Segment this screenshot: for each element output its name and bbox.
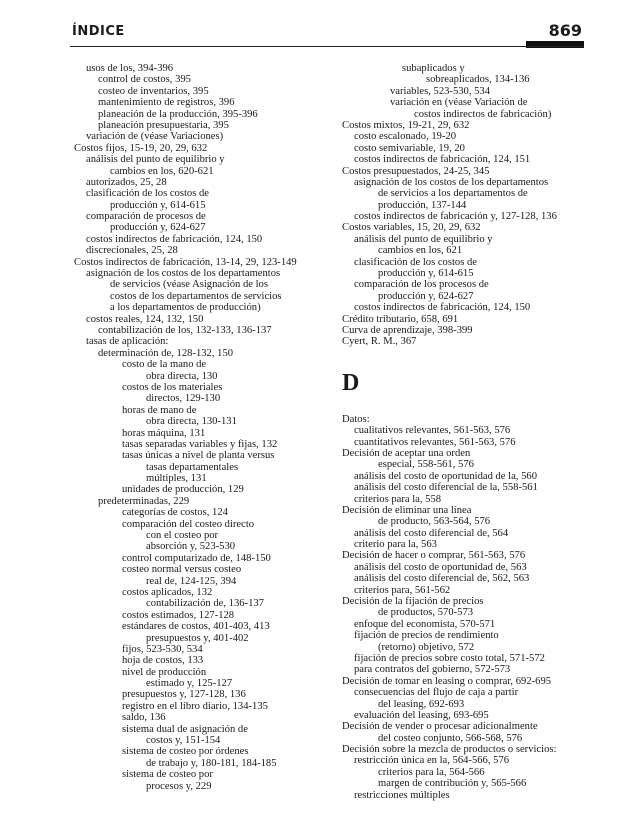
index-subentry: producción y, 614-615: [110, 199, 206, 211]
index-subentry: a los departamentos de producción): [110, 302, 261, 314]
index-subentry: con el costeo por: [146, 530, 219, 542]
index-subentry: costo semivariable, 19, 20: [354, 142, 465, 154]
index-subentry: sistema de costeo por: [122, 769, 213, 781]
index-subentry: para contratos del gobierno, 572-573: [354, 664, 511, 676]
index-subentry: especial, 558-561, 576: [378, 459, 474, 471]
page-number: 869: [548, 21, 582, 40]
index-subentry: de servicios (véase Asignación de los: [110, 279, 268, 291]
index-subentry: contabilización de los, 132-133, 136-137: [98, 324, 272, 336]
index-subentry: discrecionales, 25, 28: [86, 245, 178, 257]
index-subentry: costos indirectos de fabricación, 124, 150: [86, 233, 263, 245]
index-subentry: producción, 137-144: [378, 199, 467, 211]
index-subentry: tasas separadas variables y fijas, 132: [122, 438, 278, 450]
index-subentry: costos indirectos de fabricación, 124, 151: [354, 154, 531, 166]
index-subentry: directos, 129-130: [146, 393, 221, 405]
index-subentry: presupuestos y, 401-402: [146, 632, 249, 644]
index-subentry: criterios para la, 564-566: [378, 766, 485, 778]
index-subentry: de trabajo y, 180-181, 184-185: [146, 757, 277, 769]
index-subentry: fijos, 523-530, 534: [122, 643, 203, 655]
index-subentry: criterios para la, 558: [354, 493, 442, 505]
index-subentry: restricciones múltiples: [354, 789, 450, 801]
index-subentry: sistema de costeo por órdenes: [122, 746, 249, 758]
index-subentry: fijación de precios sobre costo total, 571-572: [354, 652, 545, 664]
index-entry: Costos indirectos de fabricación, 13-14, 29, 123-149: [74, 256, 297, 268]
index-column-left: [74, 63, 334, 792]
index-subentry: control computarizado de, 148-150: [122, 552, 271, 564]
index-subentry: usos de los, 394-396: [86, 63, 174, 74]
index-subentry: planeación presupuestaria, 395: [98, 119, 229, 131]
index-subentry: unidades de producción, 129: [122, 484, 244, 496]
index-entry: Curva de aprendizaje, 398-399: [342, 324, 473, 336]
index-subentry: producción y, 624-627: [378, 290, 474, 302]
index-subentry: de producto, 563-564, 576: [378, 516, 491, 528]
index-subentry: horas de mano de: [122, 404, 197, 416]
index-subentry: restricción única en la, 564-566, 576: [354, 755, 510, 767]
index-subentry: comparación de los procesos de: [354, 279, 489, 291]
index-subentry: criterios para, 561-562: [354, 584, 451, 596]
index-entry: Datos:: [342, 413, 370, 425]
index-subentry: costeo normal versus costeo: [122, 564, 242, 576]
index-subentry: costos estimados, 127-128: [122, 609, 235, 621]
index-subentry: costos indirectos de fabricación y, 127-128, 136: [354, 211, 557, 223]
running-header-title: ÍNDICE: [72, 24, 125, 39]
index-subentry: absorción y, 523-530: [146, 541, 236, 553]
index-entry: Cyert, R. M., 367: [342, 336, 417, 348]
index-subentry: asignación de los costos de los departamentos: [354, 176, 549, 188]
index-subentry: clasificación de los costos de: [86, 188, 209, 200]
index-subentry: (retorno) objetivo, 572: [378, 641, 475, 653]
index-subentry: tasas departamentales: [146, 461, 239, 473]
index-subentry: sistema dual de asignación de: [122, 723, 248, 735]
index-entries-c: [342, 63, 582, 348]
index-subentry: evaluación del leasing, 693-695: [354, 709, 489, 721]
index-entry: Decisión de vender o procesar adicionalmente: [342, 721, 538, 733]
index-subentry: costos indirectos de fabricación): [414, 108, 552, 120]
index-subentry: registro en el libro diario, 134-135: [122, 700, 268, 712]
index-entry: Decisión de hacer o comprar, 561-563, 576: [342, 550, 526, 562]
index-subentry: variación en (véase Variación de: [390, 97, 528, 109]
index-subentry: costos aplicados, 132: [122, 586, 213, 598]
index-subentry: real de, 124-125, 394: [146, 575, 237, 587]
index-subentry: criterio para la, 563: [354, 539, 437, 551]
index-subentry: comparación del costeo directo: [122, 518, 255, 530]
index-subentry: costos y, 151-154: [146, 735, 221, 747]
index-subentry: análisis del costo diferencial de la, 558-561: [354, 482, 538, 494]
index-entry: Decisión sobre la mezcla de productos o servicios:: [342, 744, 557, 756]
index-subentry: autorizados, 25, 28: [86, 176, 167, 188]
index-subentry: del leasing, 692-693: [378, 698, 465, 710]
index-subentry: categorías de costos, 124: [122, 507, 228, 519]
index-entry: Costos presupuestados, 24-25, 345: [342, 165, 490, 177]
index-subentry: análisis del punto de equilibrio y: [354, 233, 493, 245]
index-subentry: horas máquina, 131: [122, 427, 206, 439]
index-subentry: tasas únicas a nivel de planta versus: [122, 450, 275, 462]
index-subentry: clasificación de los costos de: [354, 256, 477, 268]
index-subentry: análisis del costo diferencial de, 562, 563: [354, 573, 530, 585]
index-subentry: obra directa, 130: [146, 370, 218, 382]
index-subentry: procesos y, 229: [146, 780, 212, 792]
index-subentry: tasas de aplicación:: [86, 336, 169, 348]
index-subentry: producción y, 614-615: [378, 268, 474, 280]
index-subentry: presupuestos y, 127-128, 136: [122, 689, 246, 701]
index-subentry: del costeo conjunto, 566-568, 576: [378, 732, 523, 744]
index-subentry: cambios en los, 620-621: [110, 165, 214, 177]
index-subentry: mantenimiento de registros, 396: [98, 97, 235, 109]
index-subentry: múltiples, 131: [146, 473, 207, 485]
index-subentry: margen de contribución y, 565-566: [378, 778, 527, 790]
index-subentry: obra directa, 130-131: [146, 416, 237, 428]
index-subentry: cualitativos relevantes, 561-563, 576: [354, 425, 511, 437]
index-subentry: saldo, 136: [122, 712, 166, 724]
index-entry: Decisión de eliminar una línea: [342, 504, 472, 516]
index-subentry: análisis del costo de oportunidad de, 563: [354, 561, 527, 573]
index-subentry: contabilización de, 136-137: [146, 598, 264, 610]
header-rule: [70, 46, 584, 47]
index-subentry: comparación de procesos de: [86, 211, 206, 223]
index-subentry: costo escalonado, 19-20: [354, 131, 457, 143]
index-column-right: [342, 63, 582, 801]
index-subentry: cuantitativos relevantes, 561-563, 576: [354, 436, 516, 448]
index-subentry: costos de los materiales: [122, 381, 223, 393]
index-entry: Decisión de la fijación de precios: [342, 596, 484, 608]
index-subentry: control de costos, 395: [98, 74, 191, 86]
index-subentry: costeo de inventarios, 395: [98, 85, 209, 97]
index-entry: Decisión de tomar en leasing o comprar, 692-695: [342, 675, 552, 687]
index-subentry: análisis del costo diferencial de, 564: [354, 527, 509, 539]
index-entry: Decisión de aceptar una orden: [342, 447, 471, 459]
index-entry: Costos variables, 15, 20, 29, 632: [342, 222, 481, 234]
index-subentry: determinación de, 128-132, 150: [98, 347, 234, 359]
index-subentry: costos reales, 124, 132, 150: [86, 313, 204, 325]
index-subentry: producción y, 624-627: [110, 222, 206, 234]
index-subentry: cambios en los, 621: [378, 245, 463, 257]
index-subentry: sobreaplicados, 134-136: [426, 74, 530, 86]
index-subentry: estándares de costos, 401-403, 413: [122, 621, 270, 633]
index-entry: Crédito tributario, 658, 691: [342, 313, 459, 325]
index-subentry: costo de la mano de: [122, 359, 207, 371]
index-subentry: de servicios a los departamentos de: [378, 188, 528, 200]
index-subentry: costos de los departamentos de servicios: [110, 290, 282, 302]
index-subentry: nivel de producción: [122, 666, 207, 678]
index-subentry: subaplicados y: [402, 63, 465, 74]
index-subentry: asignación de los costos de los departamentos: [86, 268, 281, 280]
index-subentry: planeación de la producción, 395-396: [98, 108, 258, 120]
index-subentry: hoja de costos, 133: [122, 655, 204, 667]
index-subentry: variación de (véase Variaciones): [86, 131, 224, 143]
index-subentry: consecuencias del flujo de caja a partir: [354, 687, 519, 699]
index-subentry: fijación de precios de rendimiento: [354, 630, 499, 642]
section-letter: D: [342, 369, 360, 396]
index-subentry: costos indirectos de fabricación, 124, 150: [354, 302, 531, 314]
index-subentry: estimado y, 125-127: [146, 678, 233, 690]
index-subentry: enfoque del economista, 570-571: [354, 618, 496, 630]
index-entries-d: [342, 414, 582, 801]
index-subentry: predeterminadas, 229: [98, 495, 190, 507]
index-subentry: de productos, 570-573: [378, 607, 474, 619]
index-subentry: análisis del costo de oportunidad de la, 560: [354, 470, 537, 482]
index-entry: Costos mixtos, 19-21, 29, 632: [342, 119, 470, 131]
index-subentry: variables, 523-530, 534: [390, 85, 491, 97]
index-entry: Costos fijos, 15-19, 20, 29, 632: [74, 142, 208, 154]
index-subentry: análisis del punto de equilibrio y: [86, 154, 225, 166]
